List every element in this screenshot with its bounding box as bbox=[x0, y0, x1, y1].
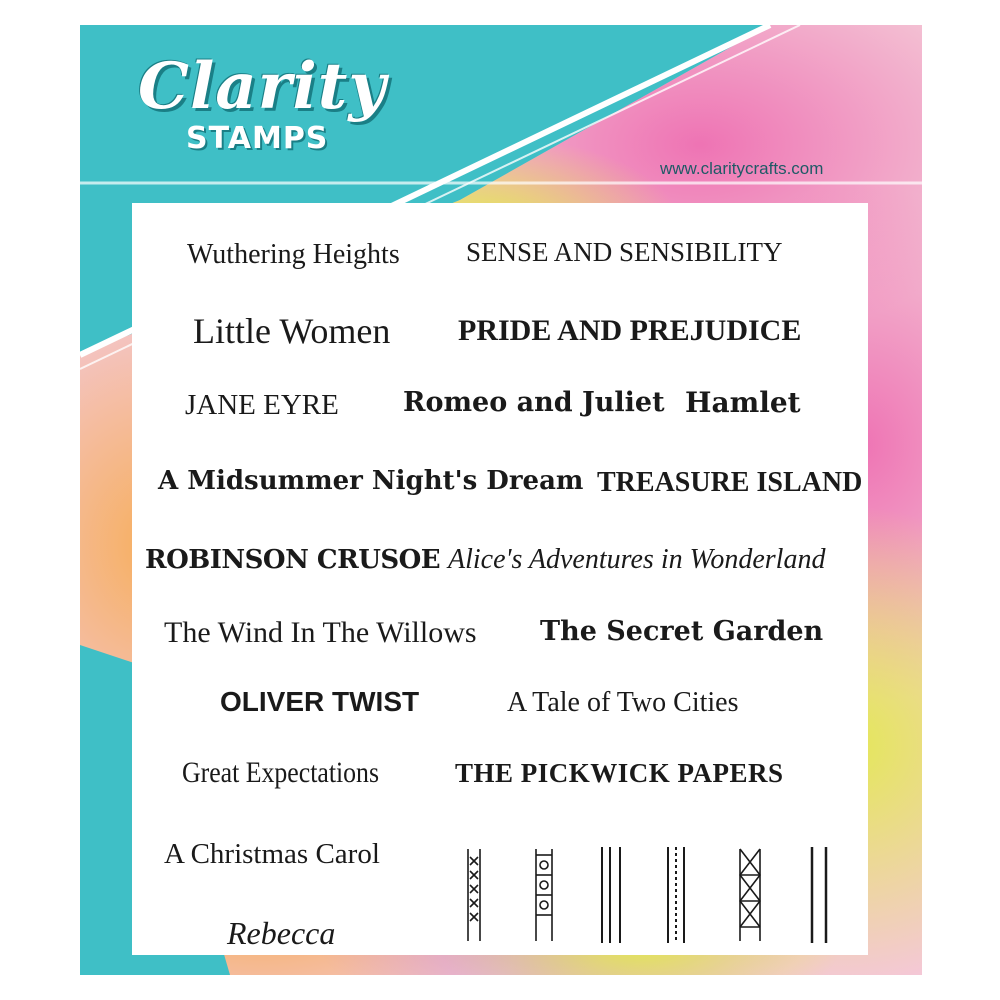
stamp-title: SENSE AND SENSIBILITY bbox=[466, 237, 783, 267]
brand-name: Clarity bbox=[138, 49, 387, 124]
stamp-title: OLIVER TWIST bbox=[220, 686, 420, 717]
stamp-title: ROBINSON CRUSOE bbox=[145, 545, 441, 575]
stamp-title: PRIDE AND PREJUDICE bbox=[458, 314, 802, 347]
stamp-title: Romeo and Juliet bbox=[403, 387, 665, 418]
stamp-title: Great Expectations bbox=[182, 756, 380, 789]
stamp-title: A Tale of Two Cities bbox=[507, 687, 739, 718]
triple-line-strip bbox=[602, 847, 620, 943]
stamp-title: The Secret Garden bbox=[540, 616, 824, 647]
stamp-title: THE PICKWICK PAPERS bbox=[455, 758, 784, 788]
stamp-title: JANE EYRE bbox=[185, 389, 339, 421]
stamp-title: Rebecca bbox=[227, 915, 336, 951]
brand-sub: STAMPS bbox=[186, 121, 329, 156]
brand-logo bbox=[138, 49, 387, 156]
stamp-title: Hamlet bbox=[685, 386, 801, 419]
stamp-title: Alice's Adventures in Wonderland bbox=[448, 544, 826, 575]
stamp-title: The Wind In The Willows bbox=[164, 616, 477, 649]
stamp-title: Wuthering Heights bbox=[187, 239, 400, 270]
product-card bbox=[80, 25, 922, 975]
stamp-title: TREASURE ISLAND bbox=[597, 467, 863, 498]
cross-stitch-strip bbox=[468, 849, 480, 941]
stamp-title: Little Women bbox=[193, 311, 391, 351]
stamp-title: A Christmas Carol bbox=[164, 838, 380, 870]
website-url: www.claritycrafts.com bbox=[660, 159, 824, 178]
stamp-sheet bbox=[132, 203, 868, 955]
lattice-strip bbox=[740, 849, 760, 941]
stamp-title: A Midsummer Night's Dream bbox=[158, 466, 584, 496]
border-strips bbox=[462, 845, 842, 945]
dashed-line-strip bbox=[668, 847, 684, 943]
double-line-strip bbox=[812, 847, 826, 943]
circle-ladder-strip bbox=[536, 849, 552, 941]
